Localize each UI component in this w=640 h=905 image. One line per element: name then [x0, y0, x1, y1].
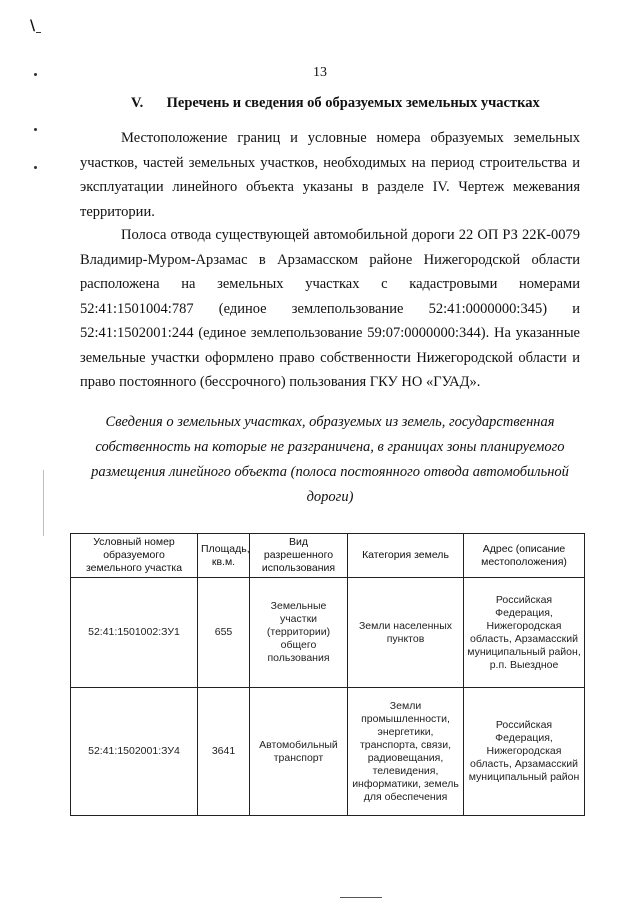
section-title: Перечень и сведения об образуемых земельных участках [166, 95, 540, 111]
cell-area: 3641 [198, 688, 250, 816]
cell-land-category: Земли промышленности, энергетики, транспорта, связи, радиовещания, телевидения, информатики, земель для обеспечения [348, 688, 464, 816]
page-number: 13 [313, 65, 327, 80]
cell-permitted-use: Автомобильный транспорт [250, 688, 348, 816]
scan-corner-mark: \ [30, 18, 36, 34]
footer-line [340, 897, 382, 898]
paragraph-text: Полоса отвода существующей автомобильной дороги 22 ОП РЗ 22К-0079 Владимир-Муром-Арзамас в Арзамасском районе Нижегородской области расположена на земельных участках с кадастровыми номерами 52:41:1501004:787 (единое землепользование 52:41:0000000:345) и 52:41:1502001:244 (единое землепользование 59:07:0000000:344). На указанные земельные участки оформлено право собственности Нижегородской области и право постоянного (бессрочного) пользования ГКУ НО «ГУАД». [80, 227, 580, 390]
section-heading [131, 95, 540, 112]
cell-plot-number: 52:41:1501002:ЗУ1 [71, 578, 198, 688]
margin-dot [34, 128, 37, 131]
table-row [71, 688, 585, 816]
header-address: Адрес (описание местоположения) [464, 534, 585, 578]
header-area: Площадь, кв.м. [198, 534, 250, 578]
table-row [71, 578, 585, 688]
cell-permitted-use: Земельные участки (территории) общего пользования [250, 578, 348, 688]
cell-address: Российская Федерация, Нижегородская область, Арзамасский муниципальный район [464, 688, 585, 816]
paragraph-location [80, 126, 580, 224]
table-caption: Сведения о земельных участках, образуемых из земель, государственная собственность на которые не разграничена, в границах зоны планируемого размещения линейного объекта (полоса постоянного отвода автомобильной дороги) [91, 414, 569, 505]
paragraph-text: Местоположение границ и условные номера образуемых земельных участков, частей земельных участков, необходимых на период строительства и эксплуатации линейного объекта указаны в разделе IV. Чертеж межевания территории. [80, 130, 580, 220]
scan-dash-mark [36, 32, 41, 33]
header-permitted-use: Вид разрешенного использования [250, 534, 348, 578]
cell-area: 655 [198, 578, 250, 688]
section-number: V. [131, 95, 144, 111]
cell-land-category: Земли населенных пунктов [348, 578, 464, 688]
margin-dot [34, 166, 37, 169]
header-land-category: Категория земель [348, 534, 464, 578]
paragraph-right-of-way [80, 223, 580, 395]
header-plot-number: Условный номер образуемого земельного участка [71, 534, 198, 578]
cell-plot-number: 52:41:1502001:ЗУ4 [71, 688, 198, 816]
cell-address: Российская Федерация, Нижегородская область, Арзамасский муниципальный район, р.п. Выездное [464, 578, 585, 688]
land-plots-table [70, 533, 585, 816]
scan-artifact-line [43, 470, 44, 536]
table-header-row [71, 534, 585, 578]
